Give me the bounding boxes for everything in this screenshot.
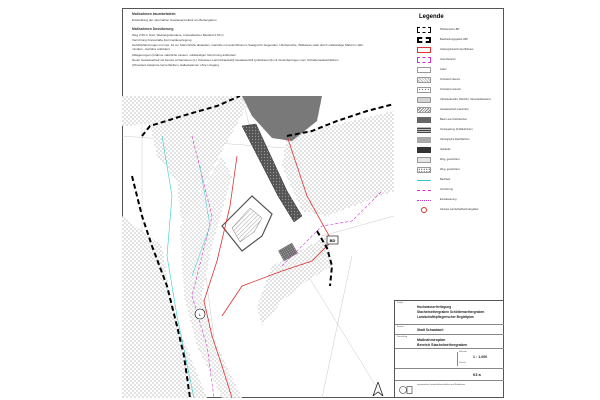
legend-item: Geltungsbereich des Bebaus: [417, 46, 503, 56]
legend-item: Grünland extensiv: [417, 86, 503, 96]
legend: [417, 12, 503, 216]
header-line-1: Entwicklung der naturnahen Gewässerstruktur am Bodengarten: [132, 18, 217, 22]
planno-cell: 03 a: [395, 369, 504, 381]
legend-item: Uferstaudenflur, Röhricht, Streuobstbestand: [417, 96, 503, 106]
legend-item: Grenzbereich: [417, 56, 503, 66]
scale-cell: Maßstab 1 : 1.000 Plan-Nr.: [395, 349, 504, 369]
legend-item: Hinweis Landschaftsschutzgebiet: [417, 206, 503, 216]
office-cell: Ingenieurbüro Landschaftsarchitekten und Stadtplaner: [395, 381, 504, 399]
legend-item: Entwässerung: [417, 196, 503, 206]
site-map: [122, 96, 394, 398]
header-para: (Ohnedere bekannte tierverbleiben, Haltestationen ohne Umgang: [132, 62, 219, 67]
office-logo-icon: [399, 384, 413, 396]
title-block: [394, 300, 504, 398]
legend-title: Legende: [419, 14, 444, 20]
legend-item: Grünland intensiv: [417, 76, 503, 86]
legend-item: Gewässerlauf (naturnah): [417, 106, 503, 116]
l-label: L: [198, 312, 202, 317]
legend-item: Weg, geschottert: [417, 156, 503, 166]
legend-item: Acker: [417, 66, 503, 76]
legend-item: Versiegelung (Fußläubchen): [417, 126, 503, 136]
measures-text-block: [132, 12, 372, 68]
legend-item: Okologische Dachflächen: [417, 136, 503, 146]
legend-item: Weg, geschottert: [417, 166, 503, 176]
bd-label: BD: [329, 238, 336, 243]
hatched-structure-inner: [232, 208, 262, 242]
plan-cell: Darstellung Maßnahmenplan Bereich Stachelweihergraben: [395, 335, 504, 349]
legend-item: Baum aus Uferböschen: [417, 116, 503, 126]
legend-item: Bearbeitungsgebiet LBP: [417, 36, 503, 46]
project-cell: Projekt Hochwasserfreilegung Stachelweihergraben Schöttenweihergraben Landschaftspflegerischer Begleitplan: [395, 301, 504, 325]
legend-item: Planbereich LBP: [417, 26, 503, 36]
legend-item: Gebäude: [417, 146, 503, 156]
legend-item: Bachlauf: [417, 176, 503, 186]
header-para: Ablagerungen (Grabme natürliche zassen, vollständiger Verrohrung auffordern: [132, 52, 237, 57]
header-title-2: Maßnahmen Dossiberung: [132, 27, 174, 31]
header-title-1: Maßnahmen baumbetaleim: [132, 12, 176, 16]
header-para: Verrohrung Kreisstraße Fernmeldeverlegung: [132, 38, 192, 43]
north-arrow-icon: [372, 382, 384, 396]
header-para: Gehölzpflanzungen mit max. 10 cm Stammhöhe abdecken, Gehölze mit autochthonem Saatgut für Gegenden, Uferbereiche, Wildwiese nach durch vollständige Mahd im Jahr mindest - Gehölze anfördern: [132, 43, 364, 52]
client-cell: Bauherr Stadt Schwabach: [395, 325, 504, 335]
header-para: Neuer Gewässerlauf mit bereits vorhandenen (L) Ursrassen Leitrinnbaustahl) Gewässerstift (präzisierend) mit Vereinbarungen vom Vorhabensabsichtlichen: [132, 57, 339, 62]
legend-item: Verrohrung: [417, 186, 503, 196]
header-para: Weg 2,50 m breit, Wassergebundene, Instandsetzen Bestand 2,50 m: [132, 33, 224, 37]
